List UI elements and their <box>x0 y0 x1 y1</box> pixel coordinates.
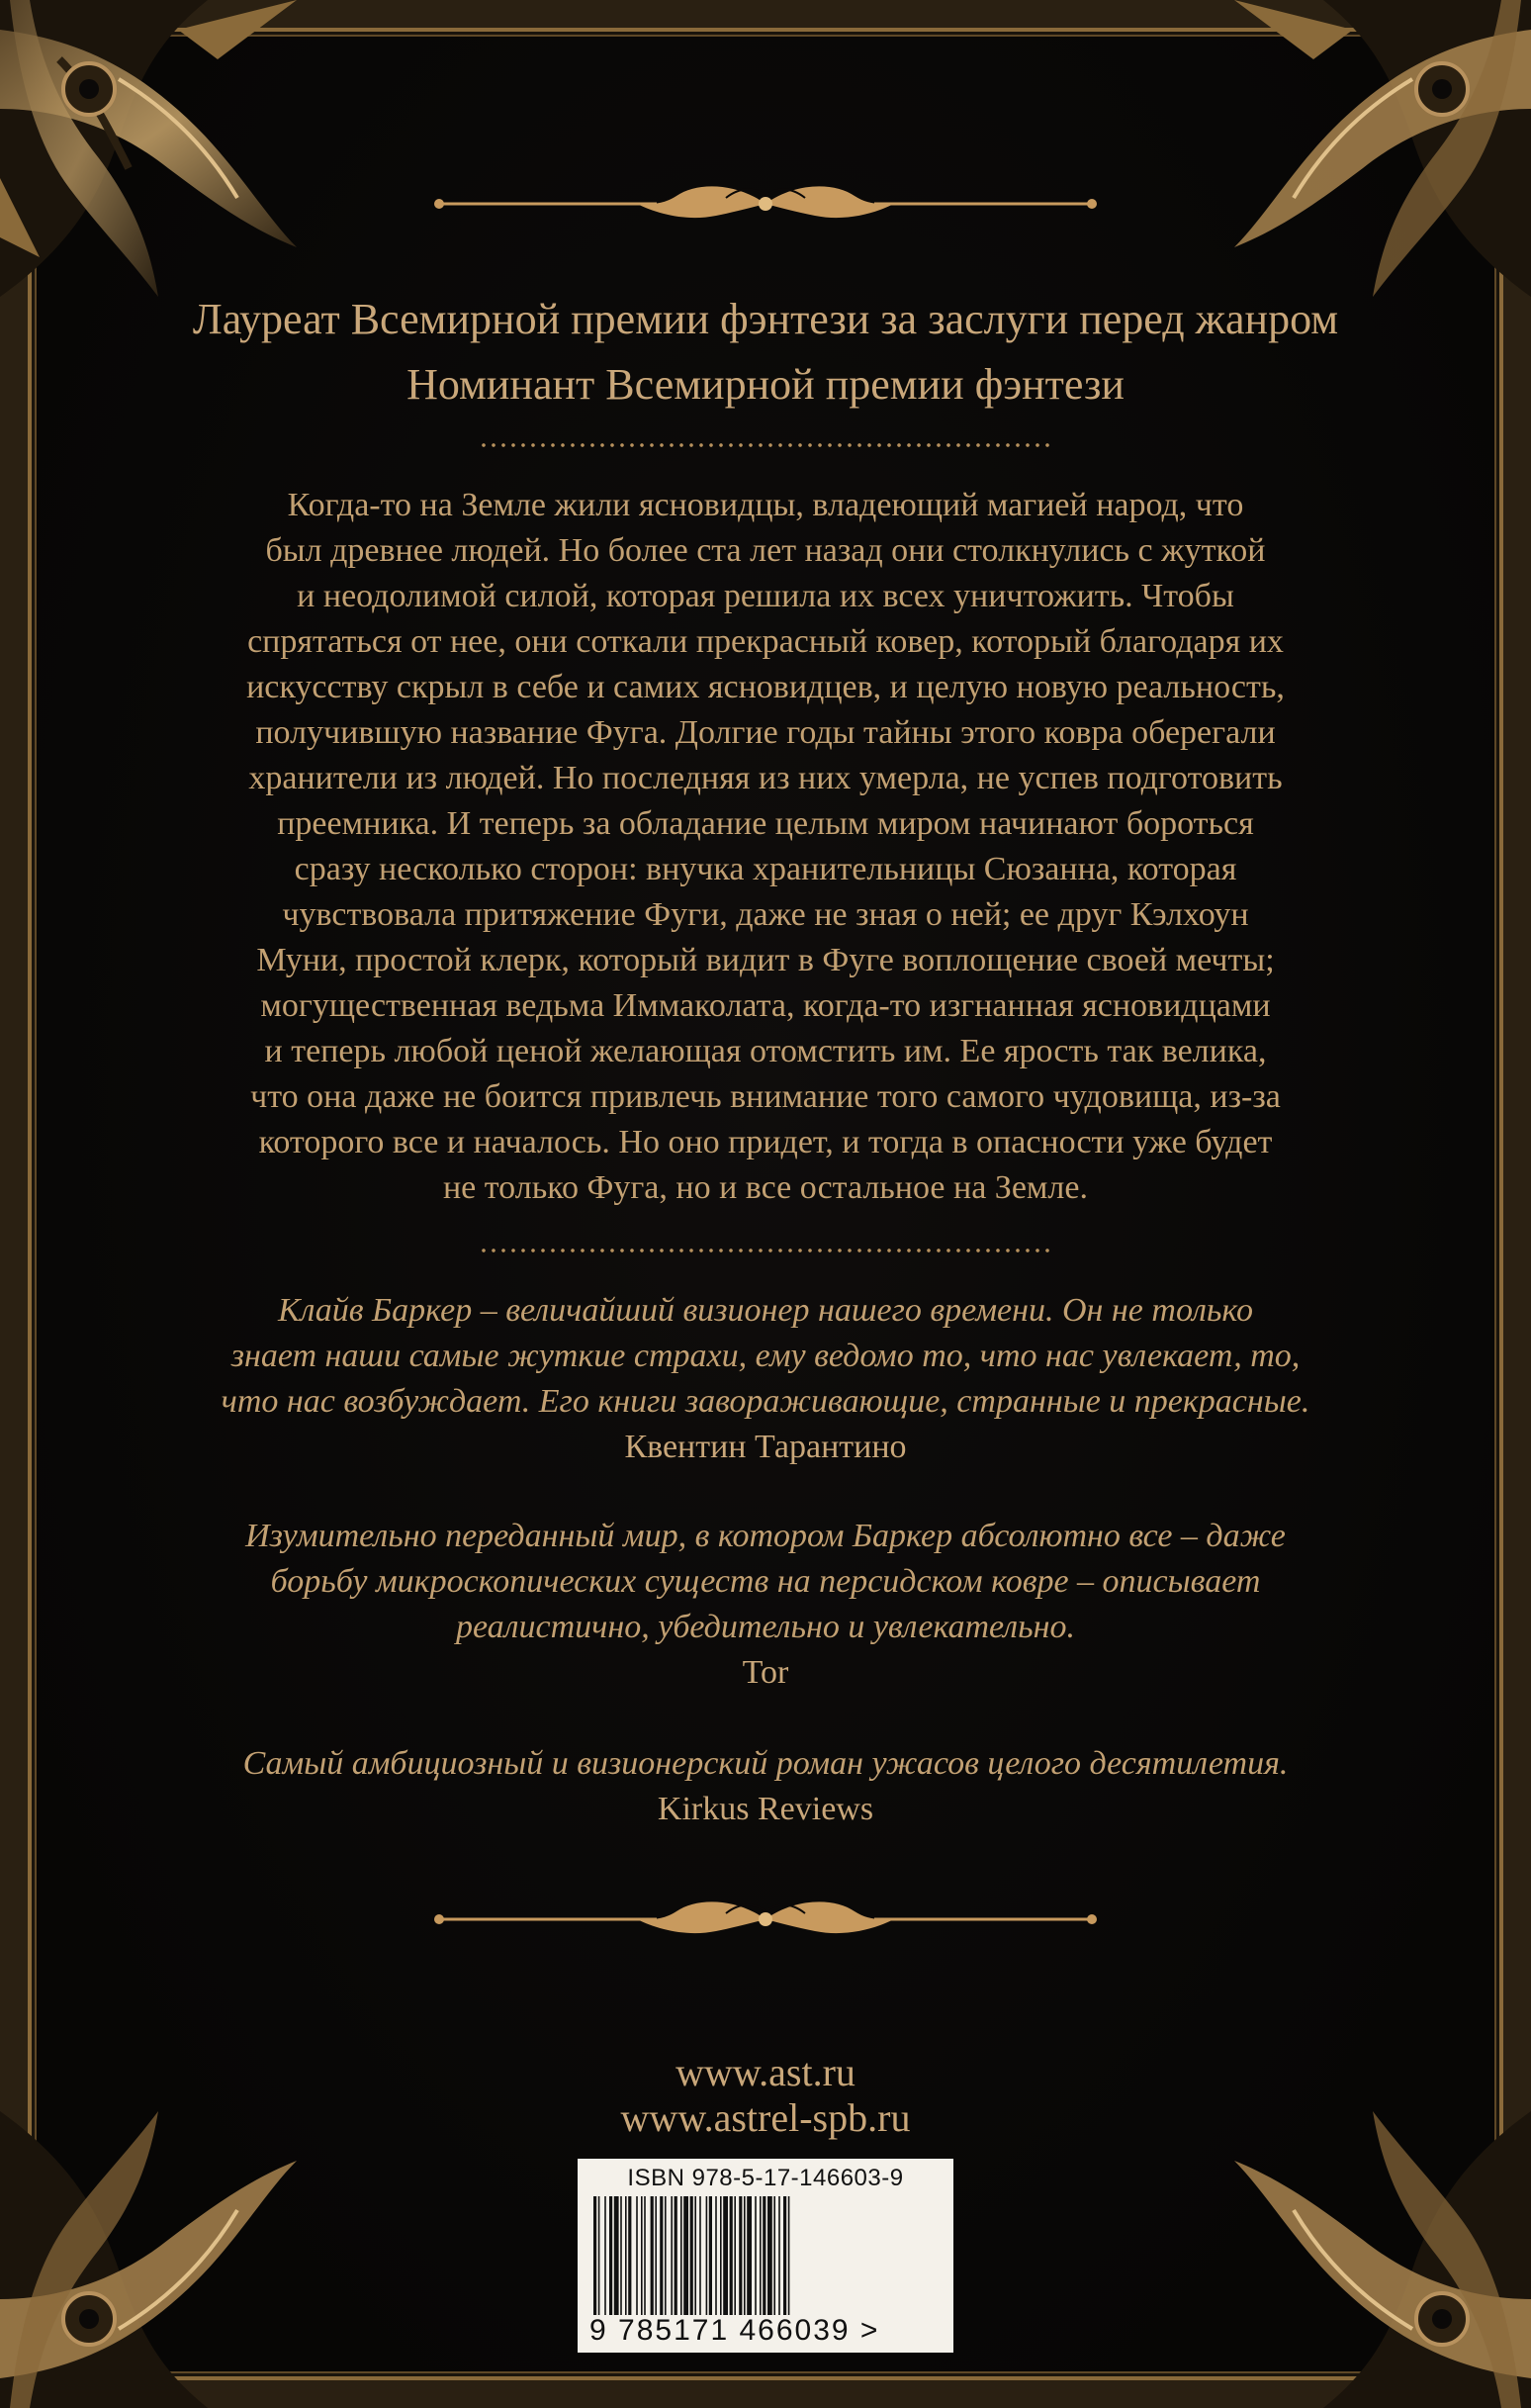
review-quote <box>119 1514 1412 1696</box>
synopsis-line: искусству скрыл в себе и самих ясновидцев, и целую новую реальность, <box>246 669 1285 705</box>
synopsis-line: Когда-то на Земле жили ясновидцы, владеющий магией народ, что <box>287 487 1244 523</box>
quote-line: Изумительно переданный мир, в котором Баркер абсолютно все – даже <box>245 1518 1286 1554</box>
synopsis-line: которого все и началось. Но оно придет, и тогда в опасности уже будет <box>258 1124 1273 1160</box>
synopsis-line: получившую название Фуга. Долгие годы тайны этого ковра оберегали <box>255 714 1276 751</box>
synopsis-line: был древнее людей. Но более ста лет назад они столкнулись с жуткой <box>265 532 1266 569</box>
isbn-label: ISBN 978-5-17-146603-9 <box>627 2165 904 2191</box>
quote-line: реалистично, убедительно и увлекательно. <box>456 1609 1075 1645</box>
quote-line: борьбу микроскопических существ на персидском ковре – описывает <box>270 1563 1261 1600</box>
synopsis-line: и неодолимой силой, которая решила их всех уничтожить. Чтобы <box>297 578 1234 614</box>
barcode-digits: 9 785171 466039 > <box>589 2314 880 2347</box>
bottom-flourish-icon <box>429 1890 1102 1949</box>
quote-line: знает наши самые жуткие страхи, ему ведомо то, что нас увлекает, то, <box>230 1338 1301 1374</box>
synopsis-line: чувствовала притяжение Фуги, даже не зная о ней; ее друг Кэлхоун <box>282 896 1249 933</box>
synopsis-line: преемника. И теперь за обладание целым миром начинают бороться <box>277 805 1254 842</box>
quote-source: Kirkus Reviews <box>657 1791 874 1827</box>
award-line: Номинант Всемирной премии фэнтези <box>406 360 1125 409</box>
top-flourish-icon <box>429 174 1102 233</box>
award-line: Лауреат Всемирной премии фэнтези за заслуги перед жанром <box>192 295 1339 343</box>
website-link[interactable]: www.ast.ru <box>675 2050 856 2094</box>
awards-block <box>119 287 1412 417</box>
dotted-divider <box>479 1249 1052 1252</box>
synopsis-line: что она даже не боится привлечь внимание того самого чудовища, из-за <box>250 1078 1281 1115</box>
synopsis-line: и теперь любой ценой желающая отомстить им. Ее ярость так велика, <box>264 1033 1267 1069</box>
quote-source: Квентин Тарантино <box>624 1429 907 1465</box>
synopsis-line: не только Фуга, но и все остальное на Земле. <box>442 1169 1088 1206</box>
synopsis-text <box>119 483 1412 1211</box>
review-quote <box>119 1288 1412 1470</box>
synopsis-line: хранители из людей. Но последняя из них умерла, не успев подготовить <box>248 760 1283 796</box>
isbn-barcode <box>578 2159 953 2353</box>
synopsis-line: могущественная ведьма Иммаколата, когда-то изгнанная ясновидцами <box>260 987 1271 1024</box>
dotted-divider <box>479 443 1052 447</box>
synopsis-line: спрятаться от нее, они соткали прекрасный ковер, который благодаря их <box>247 623 1284 660</box>
quote-line: Самый амбициозный и визионерский роман ужасов целого десятилетия. <box>242 1745 1289 1782</box>
synopsis-line: Муни, простой клерк, который видит в Фуге воплощение своей мечты; <box>256 942 1275 978</box>
review-quote <box>119 1741 1412 1832</box>
quote-source: Tor <box>742 1654 789 1691</box>
synopsis-line: сразу несколько сторон: внучка хранительницы Сюзанна, которая <box>294 851 1237 887</box>
quote-line: что нас возбуждает. Его книги завораживающие, странные и прекрасные. <box>221 1383 1310 1420</box>
website-link[interactable]: www.astrel-spb.ru <box>620 2095 911 2140</box>
quote-line: Клайв Баркер – величайший визионер нашего времени. Он не только <box>277 1292 1254 1329</box>
barcode-bars-icon <box>589 2196 942 2315</box>
